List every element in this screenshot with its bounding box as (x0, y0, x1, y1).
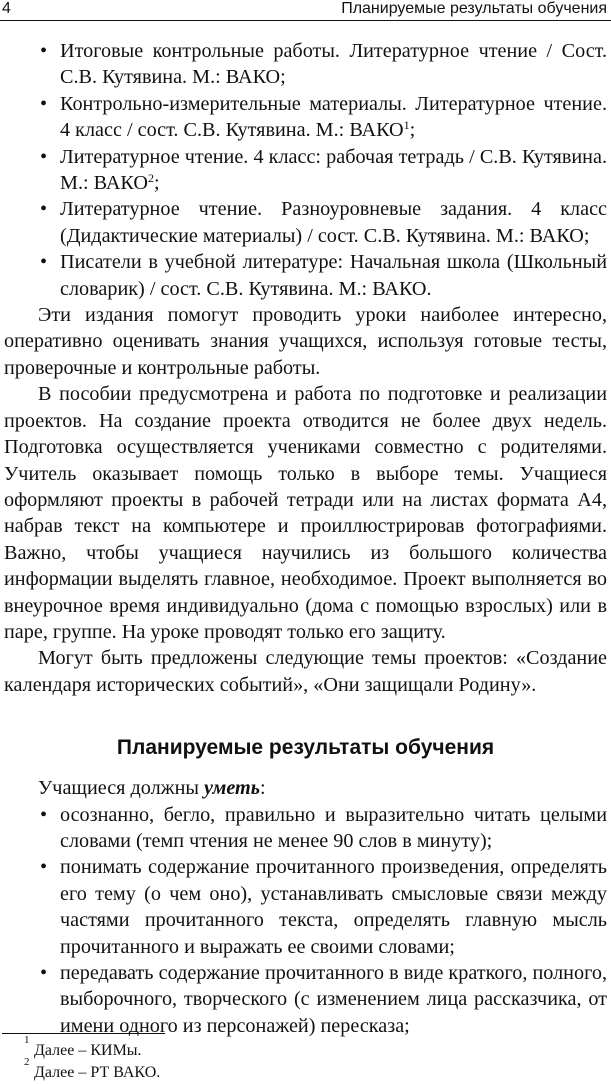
list-item: • передавать содержание прочитанного в виде краткого, полного, выборочного, творческого (с изменением лица рассказчика, от имени одного из персонажей) пересказа; (4, 960, 607, 1039)
footnotes (24, 1034, 161, 1084)
list-item: • осознанно, бегло, правильно и выразительно читать целыми словами (темп чтения не менее 90 слов в минуту); (4, 802, 607, 855)
list-item: • Литературное чтение. 4 класс: рабочая тетрадь / С.В. Кутявина. М.: ВАКО$^2$; (4, 144, 607, 197)
paragraph: В пособии предусмотрена и работа по подготовке и реализации проектов. На создание проекта отводится не более двух недель. Подготовка осуществляется учениками совместно с родителями. Учитель оказывает помощь только в выборе темы. Учащиеся оформляют проекты в рабочей тетради или на листах формата А4, набрав текст на компьютере и проиллюстрировав фотографиями. Важно, чтобы учащиеся научились из большого количества информации выделять главное, необходимое. Проект выполняется во внеурочное время индивидуально (дома с помощью взрослых) или в паре, группе. На уроке проводят только его защиту. (4, 383, 607, 643)
footnote: 2 Далее – РТ ВАКО. (24, 1056, 161, 1081)
page-number: 4 (2, 0, 11, 17)
section-intro: Учащиеся должны уметь: (38, 777, 266, 800)
list-item: • Литературное чтение. Разноуровневые задания. 4 класс (Дидактические материалы) / сост. С.В. Кутявина. М.: ВАКО; (4, 196, 607, 249)
list-item: • Контрольно-измерительные материалы. Литературное чтение. 4 класс / сост. С.В. Кутявина. М.: ВАКО$^1$; (4, 91, 607, 144)
list-item: • понимать содержание прочитанного произведения, определять его тему (о чем оно), устанавливать смысловые связи между частями прочитанного текста, определять главную мысль прочитанного и выражать ее своими словами; (4, 854, 607, 960)
outcomes-list (4, 802, 607, 1040)
footnote-ref: 2 (147, 171, 154, 186)
running-title: Планируемые результаты обучения (341, 0, 607, 17)
paragraph: Могут быть предложены следующие темы проектов: «Создание календаря исторических событий», «Они защищали Родину». (4, 647, 607, 696)
section-heading: Планируемые результаты обучения (116, 736, 495, 760)
list-item: • Итоговые контрольные работы. Литературное чтение / Сост. С.В. Кутявина. М.: ВАКО; (4, 38, 607, 91)
footnote-ref: 1 (403, 118, 410, 133)
paragraph: Эти издания помогут проводить уроки наиболее интересно, оперативно оценивать знания учащихся, используя готовые тесты, проверочные и контрольные работы. (4, 304, 607, 379)
page-header (0, 0, 611, 21)
footnote: 1 Далее – КИМы. (24, 1034, 142, 1059)
list-item: • Писатели в учебной литературе: Начальная школа (Школьный словарик) / сост. С.В. Кутявина. М.: ВАКО. (4, 249, 607, 302)
main-text (4, 38, 607, 1039)
publications-list (4, 38, 607, 302)
emphasized-word: уметь (204, 777, 260, 800)
